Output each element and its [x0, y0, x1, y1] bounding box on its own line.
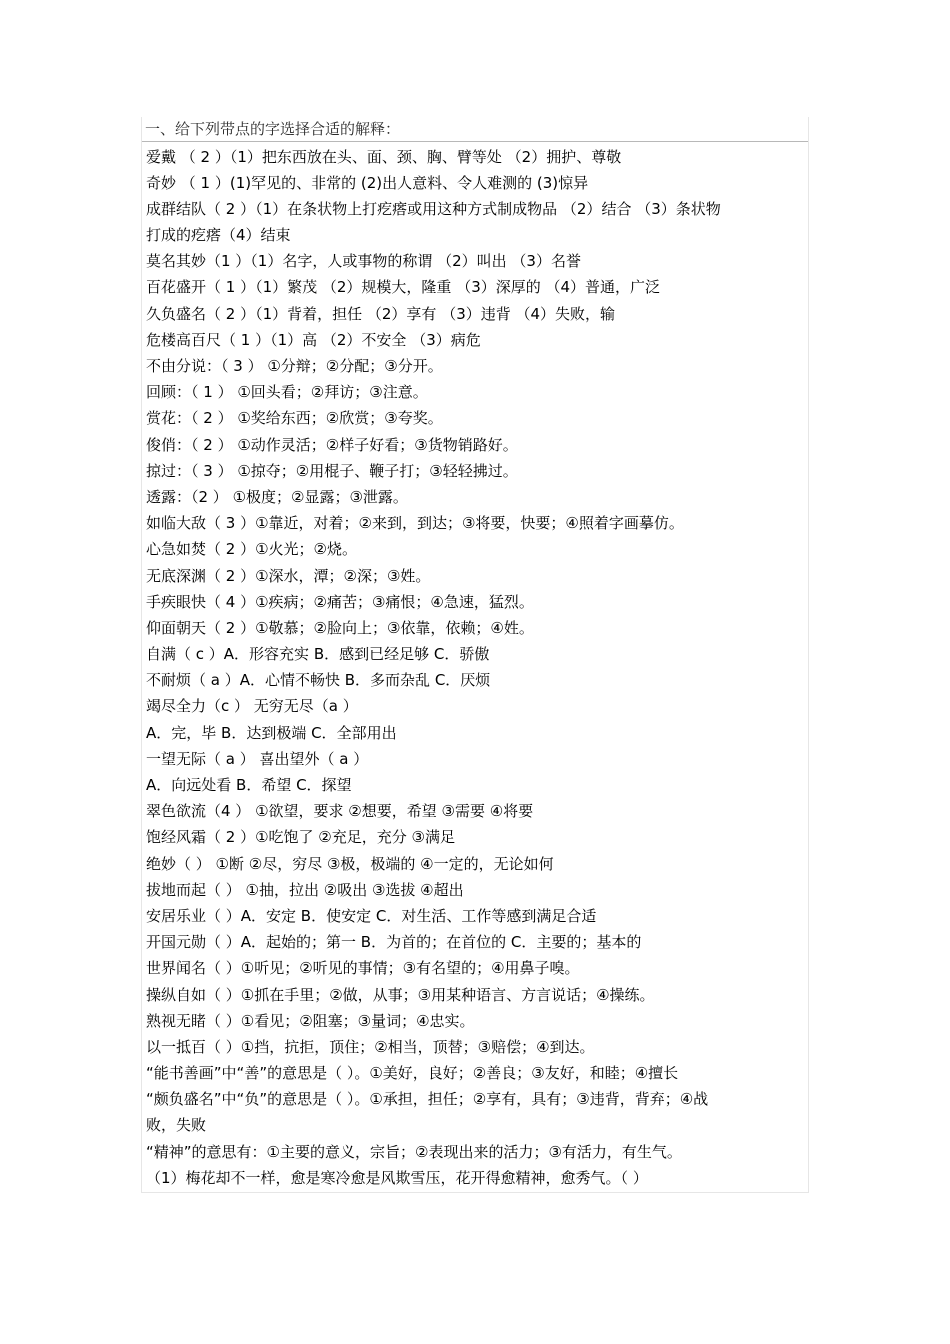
exercise-line: 成群结队（ 2 ）（1）在条状物上打疙瘩或用这种方式制成物品 （2）结合 （3）条状物 [146, 199, 721, 218]
document-page [141, 117, 809, 1193]
exercise-line: （1）梅花却不一样，愈是寒冷愈是风欺雪压，花开得愈精神，愈秀气。（ ） [146, 1168, 648, 1187]
exercise-line: 竭尽全力（c ） 无穷无尽（a ） [146, 697, 358, 716]
exercise-line: 爱戴 （ 2 ）（1）把东西放在头、面、颈、胸、臂等处 （2）拥护、尊敬 [146, 147, 622, 166]
exercise-line: 莫名其妙（1 ）（1）名字，人或事物的称谓 （2）叫出 （3）名誉 [146, 252, 581, 271]
exercise-line: 安居乐业（ ）A．安定 B．使安定 C．对生活、工作等感到满足合适 [146, 906, 597, 925]
exercise-line: 拔地而起（ ） ①抽，拉出 ②吸出 ③选拔 ④超出 [146, 880, 464, 899]
exercise-line: 以一抵百（ ）①挡，抗拒，顶住；②相当，顶替；③赔偿；④到达。 [146, 1037, 595, 1056]
exercise-line: 如临大敌（ 3 ）①靠近，对着；②来到，到达；③将要，快要；④照着字画摹仿。 [146, 514, 684, 533]
exercise-line: 仰面朝天（ 2 ）①敬慕；②脸向上；③依靠，依赖；④姓。 [146, 618, 534, 637]
exercise-line: 打成的疙瘩（4）结束 [146, 226, 291, 245]
exercise-line: 绝妙（ ） ①断 ②尽，穷尽 ③极，极端的 ④一定的，无论如何 [146, 854, 554, 873]
exercise-line: 危楼高百尺（ 1 ）（1）高 （2）不安全 （3）病危 [146, 330, 481, 349]
exercise-line: 掠过：（ 3 ） ①掠夺；②用棍子、鞭子打；③轻轻拂过。 [146, 461, 518, 480]
exercise-line: 赏花：（ 2 ） ①奖给东西；②欣赏；③夸奖。 [146, 409, 443, 428]
exercise-line: 不由分说：（ 3 ） ①分辩；②分配；③分开。 [146, 357, 443, 375]
section-heading: 一、给下列带点的字选择合适的解释： [142, 117, 808, 142]
exercise-line: 百花盛开（ 1 ）（1）繁茂 （2）规模大，隆重 （3）深厚的 （4）普通，广泛 [146, 278, 661, 297]
exercise-line: “精神”的意思有：①主要的意义，宗旨；②表现出来的活力；③有活力，有生气。 [146, 1142, 682, 1161]
exercise-line: “能书善画”中“善”的意思是（ ）。①美好，良好；②善良；③友好，和睦；④擅长 [146, 1064, 679, 1083]
exercise-line: 无底深渊（ 2 ）①深水，潭；②深；③姓。 [146, 566, 431, 585]
exercise-line: 心急如焚（ 2 ）①火光；②烧。 [146, 540, 357, 559]
exercise-line: 透露：（2 ） ①极度；②显露；③泄露。 [146, 487, 408, 506]
exercise-line: 回顾：（ 1 ） ①回头看；②拜访；③注意。 [146, 383, 428, 402]
exercise-line: 手疾眼快（ 4 ）①疾病；②痛苦；③痛恨；④急速，猛烈。 [146, 592, 534, 611]
exercise-line: 熟视无睹（ ）①看见；②阻塞；③量词；④忠实。 [146, 1011, 475, 1030]
exercise-list [146, 144, 808, 1192]
exercise-line: 不耐烦（ a ）A．心情不畅快 B．多而杂乱 C．厌烦 [146, 671, 491, 690]
exercise-line: 俊俏：（ 2 ） ①动作灵活；②样子好看；③货物销路好。 [146, 435, 518, 454]
exercise-line: 饱经风霜（ 2 ）①吃饱了 ②充足，充分 ③满足 [146, 828, 455, 847]
exercise-line: A．完，毕 B．达到极端 C．全部用出 [146, 723, 397, 742]
exercise-line: 操纵自如（ ）①抓在手里；②做，从事；③用某种语言、方言说话；④操练。 [146, 985, 655, 1004]
exercise-line: “颇负盛名”中“负”的意思是（ ）。①承担，担任；②享有，具有；③违背，背弃；④战 [146, 1090, 709, 1109]
exercise-line: A．向远处看 B．希望 C．探望 [146, 776, 352, 794]
exercise-line: 奇妙 （ 1 ）(1)罕见的、非常的 (2)出人意料、令人难测的 (3)惊异 [146, 173, 589, 192]
exercise-line: 世界闻名（ ）①听见；②听见的事情；③有名望的；④用鼻子嗅。 [146, 959, 580, 978]
exercise-line: 开国元勋（ ）A．起始的；第一 B．为首的；在首位的 C．主要的；基本的 [146, 933, 642, 952]
exercise-line: 一望无际（ a ） 喜出望外（ a ） [146, 749, 369, 768]
exercise-line: 自满（ c ）A．形容充实 B．感到已经足够 C．骄傲 [146, 645, 490, 664]
exercise-line: 败，失败 [146, 1116, 207, 1135]
exercise-line: 久负盛名（ 2 ）（1）背着，担任 （2）享有 （3）违背 （4）失败，输 [146, 304, 616, 323]
exercise-line: 翠色欲流（4 ） ①欲望，要求 ②想要，希望 ③需要 ④将要 [146, 802, 534, 821]
